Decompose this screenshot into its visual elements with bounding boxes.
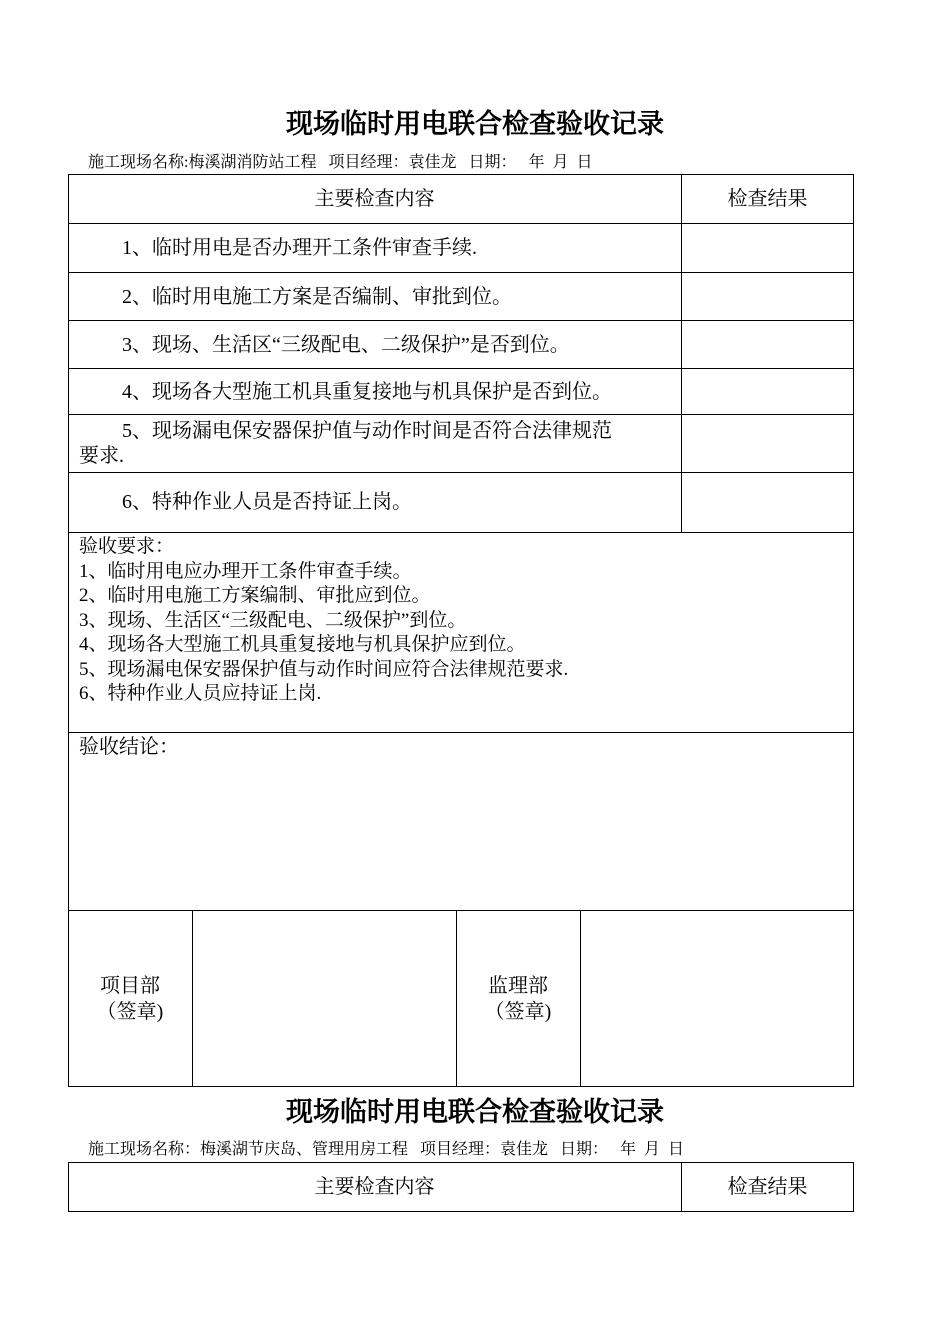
check-item-4: 4、现场各大型施工机具重复接地与机具保护是否到位。	[122, 381, 612, 403]
site-name-2: 施工现场名称：梅溪湖节庆岛、管理用房工程	[88, 1141, 409, 1158]
sign-supervisor	[478, 973, 558, 1025]
conclusion-title: 验收结论：	[79, 736, 179, 758]
requirement-3: 3、现场、生活区“三级配电、二级保护”到位。	[79, 609, 467, 631]
sign-supervisor-stamp: （签章)	[484, 1001, 552, 1023]
project-manager-2: 项目经理：袁佳龙	[420, 1141, 549, 1158]
requirements-block	[79, 535, 568, 707]
project-manager: 项目经理：袁佳龙	[328, 154, 457, 171]
requirement-6: 6、特种作业人员应持证上岗.	[79, 683, 322, 704]
requirement-5: 5、现场漏电保安器保护值与动作时间应符合法律规范要求.	[79, 658, 569, 680]
date-field-2: 日期： 年 月 日	[560, 1141, 685, 1158]
header-content-2: 主要检查内容	[314, 1176, 435, 1198]
site-name: 施工现场名称:梅溪湖消防站工程	[88, 154, 317, 171]
page-title: 现场临时用电联合检查验收记录	[286, 109, 664, 140]
check-item-6: 6、特种作业人员是否持证上岗。	[122, 491, 412, 513]
header-result: 检查结果	[727, 188, 808, 210]
sign-supervisor-label: 监理部	[488, 975, 548, 997]
requirement-2: 2、临时用电施工方案编制、审批应到位。	[79, 585, 431, 606]
sign-project-stamp: （签章)	[96, 1001, 164, 1023]
sign-project-label: 项目部	[100, 975, 160, 997]
requirement-1: 1、临时用电应办理开工条件审查手续。	[79, 560, 412, 582]
date-field: 日期： 年 月 日	[468, 154, 593, 171]
header-result-2: 检查结果	[727, 1176, 808, 1198]
requirement-4: 4、现场各大型施工机具重复接地与机具保护应到位。	[79, 634, 526, 655]
check-item-1: 1、临时用电是否办理开工条件审查手续.	[122, 237, 477, 259]
requirements-title: 验收要求：	[79, 536, 175, 557]
form-header-line	[88, 153, 592, 173]
check-item-5: 5、现场漏电保安器保护值与动作时间是否符合法律规范	[122, 420, 612, 442]
page-title-2: 现场临时用电联合检查验收记录	[286, 1097, 664, 1128]
sign-project	[90, 973, 170, 1025]
header-content: 主要检查内容	[314, 188, 435, 210]
check-item-5-cont: 要求.	[79, 445, 124, 467]
check-item-2: 2、临时用电施工方案是否编制、审批到位。	[122, 286, 512, 308]
check-item-3: 3、现场、生活区“三级配电、二级保护”是否到位。	[122, 334, 570, 356]
form-header-line-2	[88, 1140, 684, 1160]
